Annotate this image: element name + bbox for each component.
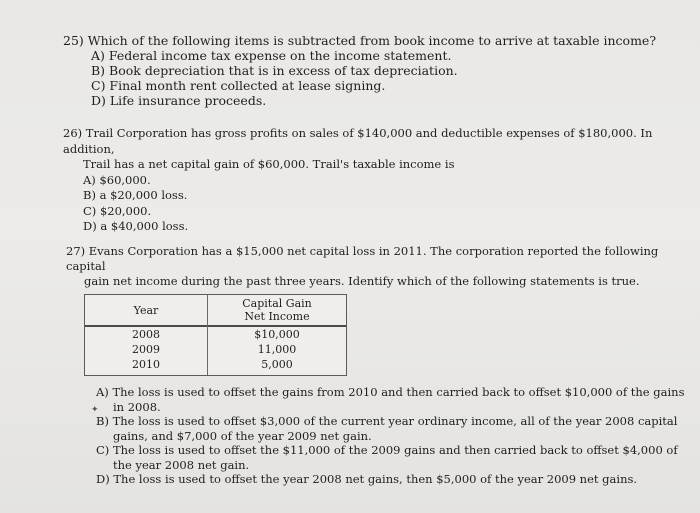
header-year: Year [133, 304, 159, 317]
row-amount: 5,000 [261, 358, 293, 371]
row-year: 2010 [132, 358, 160, 371]
question-25-option-c: C) Final month rent collected at lease signing. [91, 78, 386, 93]
question-25-option-d: D) Life insurance proceeds. [91, 93, 267, 108]
question-26 [63, 126, 683, 235]
header-capital-gain-line2: Net Income [244, 310, 310, 323]
table-row [85, 328, 346, 341]
question-27-answers [96, 385, 686, 487]
question-27-option-a: A) The loss is used to offset the gains from 2010 and then carried back to offset $10,000 of the gains in 2008. [96, 385, 685, 414]
header-capital-gain [208, 297, 346, 323]
row-year: 2008 [132, 328, 160, 341]
table-row [85, 358, 346, 371]
question-26-option-a: A) $60,000. [83, 172, 151, 187]
question-26-option-d: D) a $40,000 loss. [83, 219, 189, 233]
table-row [85, 343, 346, 356]
question-27-option-b: B) The loss is used to offset $3,000 of the current year ordinary income, all of the year 2008 capital gains, and $7,000 of the year 2009 net gain. [96, 414, 678, 443]
row-amount: $10,000 [254, 328, 300, 341]
header-capital-gain-line1: Capital Gain [242, 297, 312, 310]
question-27-option-c: C) The loss is used to offset the $11,000 of the 2009 gains and then carried back to offset $4,000 of the year 2008 net gain. [96, 443, 678, 472]
pencil-mark: ✦ [91, 405, 99, 415]
row-year: 2009 [132, 343, 160, 356]
question-26-stem-line1: 26) Trail Corporation has gross profits on sales of $140,000 and deductible expenses of $180,000. In addition, [63, 126, 653, 156]
question-25-option-b: B) Book depreciation that is in excess of tax depreciation. [91, 63, 458, 78]
question-27 [66, 244, 686, 289]
question-27-option-d: D) The loss is used to offset the year 2008 net gains, then $5,000 of the year 2009 net gains. [96, 472, 638, 486]
question-27-stem-line1: 27) Evans Corporation has a $15,000 net capital loss in 2011. The corporation reported the following capital [66, 244, 659, 273]
question-25 [63, 33, 683, 108]
question-26-stem-line2: Trail has a net capital gain of $60,000. Trail's taxable income is [83, 157, 455, 171]
capital-gain-table [84, 294, 347, 376]
question-25-option-a: A) Federal income tax expense on the income statement. [91, 48, 452, 63]
question-25-stem: 25) Which of the following items is subtracted from book income to arrive at taxable income? [63, 33, 657, 48]
table-header [85, 295, 346, 327]
question-26-option-b: B) a $20,000 loss. [83, 188, 188, 202]
row-amount: 11,000 [257, 343, 297, 356]
question-26-option-c: C) $20,000. [83, 203, 152, 218]
question-27-stem-line2: gain net income during the past three years. Identify which of the following statements is true. [84, 274, 640, 288]
